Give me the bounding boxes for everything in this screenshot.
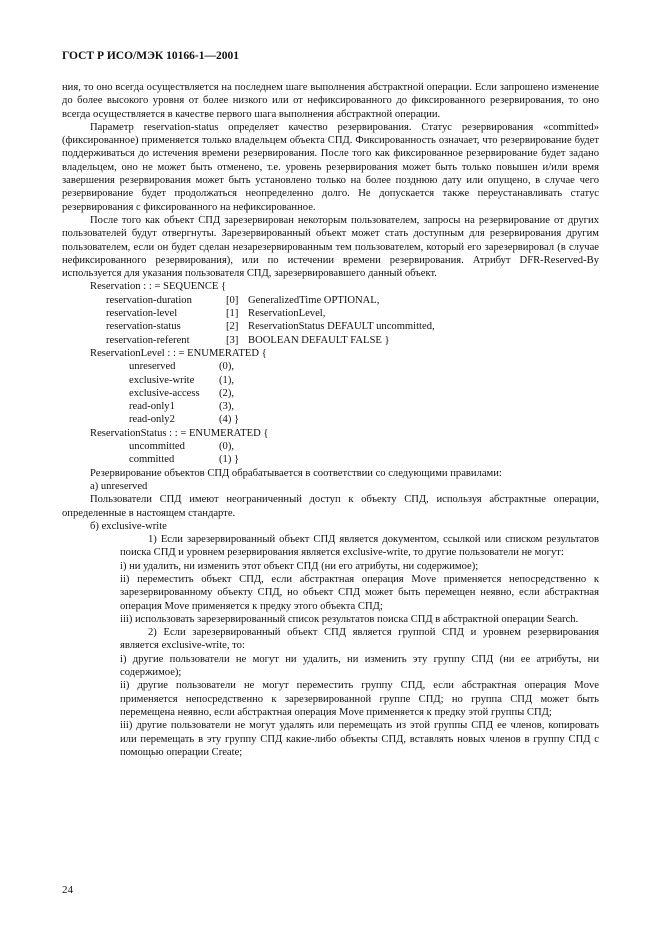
level-item: unreserved (0),	[129, 361, 235, 373]
list-item: iii) другие пользователи не могут удалять или перемещать из этой группы СПД ее членов, копировать или перемещать в эту группу СПД какие-либо объекты СПД, вставлять новых членов в группу СПД с помощью операции Create;	[120, 720, 599, 758]
rule-a-label: а) unreserved	[90, 480, 148, 492]
reservation-status-declaration: ReservationStatus : : = ENUMERATED {	[90, 427, 269, 439]
paragraph-reserved-by: После того как объект СПД зарезервирован некоторым пользователем, запросы на резервирование от других пользователей будут отвергнуты. Зарезервированный объект может стать доступным для резервирования другим пользователем, если он будет сделан незарезервированным тем пользователем, который его зарезервировал (в случае нефиксированного резервирования), или по истечении времени резервирования. Атрибут DFR-Reserved-By используется для указания пользователя СПД, зарезервировавшего данный объект.	[62, 214, 599, 280]
document-body	[62, 81, 599, 759]
page-number: 24	[62, 884, 73, 896]
rule-b2-list	[62, 653, 599, 759]
paragraph-continuation: ния, то оно всегда осуществляется на последнем шаге выполнения абстрактной операции. Если запрошено изменение до более высокого уровня от более низкого или от нефиксированного до фиксированного резервирования, то оно всегда осуществляется в качестве первого шага выполнения абстрактной операции.	[62, 82, 599, 120]
status-item: committed (1) }	[129, 454, 240, 466]
list-item: iii) использовать зарезервированный список результатов поиска СПД в абстрактной операции Search.	[120, 613, 579, 625]
rule-b-label: б) exclusive-write	[90, 520, 167, 532]
reservation-field: reservation-referent [3] BOOLEAN DEFAULT FALSE }	[106, 334, 390, 346]
reservation-declaration: Reservation : : = SEQUENCE {	[90, 281, 227, 293]
level-item: read-only2 (4) }	[129, 414, 240, 426]
list-item: i) ни удалить, ни изменить этот объект СПД (ни его атрибуты, ни содержимое);	[120, 560, 479, 572]
level-item: exclusive-access (2),	[129, 387, 235, 399]
rule-b1-text: 1) Если зарезервированный объект СПД является документом, ссылкой или списком результатов поиска СПД и уровнем резервирования является exclusive-write, то другие пользователи не могут:	[120, 534, 599, 559]
level-item: exclusive-write (1),	[129, 374, 235, 386]
rules-intro: Резервирование объектов СПД обрабатывается в соответствии со следующими правилами:	[90, 467, 502, 479]
paragraph-reservation-status: Параметр reservation-status определяет качество резервирования. Статус резервирования «committed» (фиксированное) применяется только владельцем объекта СПД. Фиксированность означает, что резервирование будет поддерживаться до истечения времени резервирования. После того как фиксированное резервирование будет задано владельцем, оно не может быть отменено, т.е. уровень резервирования может быть только повышен и/или время завершения резервирования может быть установлено только на более позднюю дату или опущено, в случае чего резервирование будет продолжаться неопределенно долго. Не допускается также переустанавливать статус резервирования с фиксированного на нефиксированное.	[62, 121, 599, 213]
rule-b2-text: 2) Если зарезервированный объект СПД является группой СПД и уровнем резервирования является exclusive-write, то:	[120, 627, 599, 652]
reservation-field: reservation-duration [0] GeneralizedTime OPTIONAL,	[106, 294, 380, 306]
rule-b1-list	[62, 560, 599, 626]
reservation-field: reservation-level [1] ReservationLevel,	[106, 308, 326, 320]
document-header: ГОСТ Р ИСО/МЭК 10166-1—2001	[62, 50, 239, 62]
list-item: i) другие пользователи не могут ни удалить, ни изменить эту группу СПД (ни ее атрибуты, ни содержимое);	[120, 653, 599, 679]
status-item: uncommitted (0),	[129, 441, 235, 453]
level-item: read-only1 (3),	[129, 401, 235, 413]
list-item: ii) другие пользователи не могут переместить группу СПД, если абстрактная операция Move применяется непосредственно к зарезервированной группе СПД; но группа СПД может быть перемещена неявно, если абстрактная операция Move применяется к предку этой группы СПД;	[120, 680, 599, 718]
asn1-definitions	[62, 280, 599, 466]
rule-a-text: Пользователи СПД имеют неограниченный доступ к объекту СПД, используя абстрактные операции, определенные в настоящем стандарте.	[62, 494, 599, 519]
reservation-field: reservation-status [2] ReservationStatus DEFAULT uncommitted,	[106, 321, 435, 333]
list-item: ii) переместить объект СПД, если абстрактная операция Move применяется непосредственно к зарезервированному объекту СПД, но объект СПД может быть перемещен неявно, если абстрактная операция Move применяется к предку этого объекта СПД;	[120, 573, 599, 612]
reservation-level-declaration: ReservationLevel : : = ENUMERATED {	[90, 347, 267, 359]
